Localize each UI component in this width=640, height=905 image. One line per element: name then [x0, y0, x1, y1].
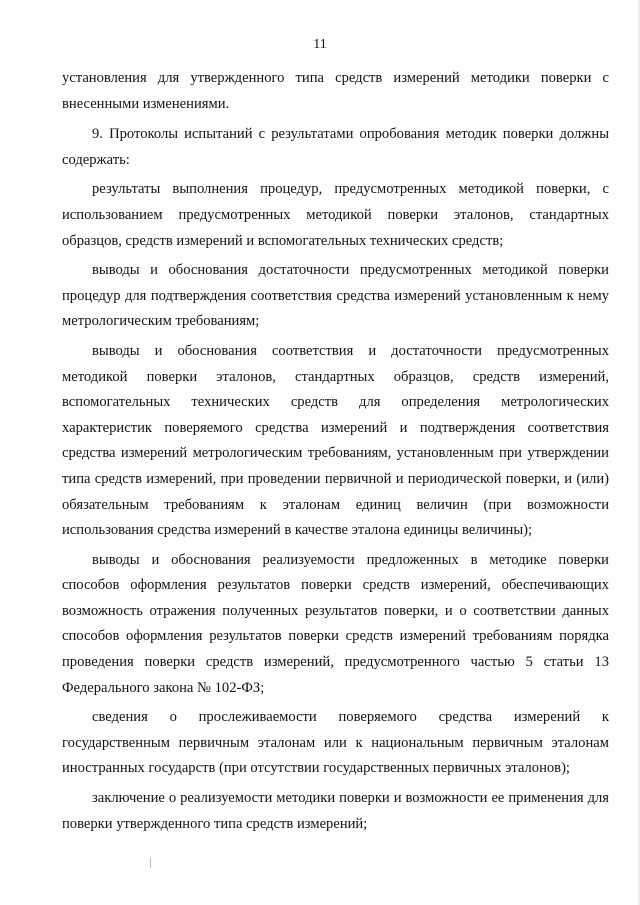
paragraph-conclusion: заключение о реализуемости методики поверки и возможности ее применения для поверки утвержденного типа средств измерений; — [62, 790, 609, 832]
paragraph-traceability: сведения о прослеживаемости поверяемого средства измерений к государственным первичным эталонам или к национальным первичным эталонам иностранных государств (при отсутствии государственных первичных эталонов); — [62, 709, 609, 777]
paragraph-continuation: установления для утвержденного типа средств измерений методики поверки с внесенными изменениями. — [62, 70, 609, 112]
paragraph-conformity: выводы и обоснования соответствия и достаточности предусмотренных методикой поверки эталонов, стандартных образцов, средств измерений, вспомогательных технических средств для определения метрологических характеристик поверяемого средства измерений и подтверждения соответствия средства измерений метрологическим требованиям, установленным при утверждении типа средств измерений, при проведении первичной и периодической поверки, и (или) обязательным требованиям к эталонам единиц величин (при возможности использования средства измерений в качестве эталона единицы величины); — [62, 342, 609, 539]
paragraph-sufficiency: выводы и обоснования достаточности предусмотренных методикой поверки процедур для подтверждения соответствия средства измерений установленным к нему метрологическим требованиям; — [62, 262, 609, 330]
paragraph-item-9: 9. Протоколы испытаний с результатами опробования методик поверки должны содержать: — [62, 126, 609, 168]
page-number: 11 — [313, 37, 327, 52]
paragraph-results: результаты выполнения процедур, предусмотренных методикой поверки, с использованием предусмотренных методикой поверки эталонов, стандартных образцов, средств измерений и вспомогательных технических средств; — [62, 181, 609, 249]
document-body — [62, 66, 609, 841]
scan-artifact-mark — [150, 858, 151, 868]
paragraph-feasibility: выводы и обоснования реализуемости предложенных в методике поверки способов оформления результатов поверки средств измерений, обеспечивающих возможность отражения полученных результатов поверки, и о соответствии данных способов оформления результатов поверки средств измерений требованиям порядка проведения поверки средств измерений, предусмотренного частью 5 статьи 13 Федерального закона № 102-ФЗ; — [62, 551, 609, 696]
